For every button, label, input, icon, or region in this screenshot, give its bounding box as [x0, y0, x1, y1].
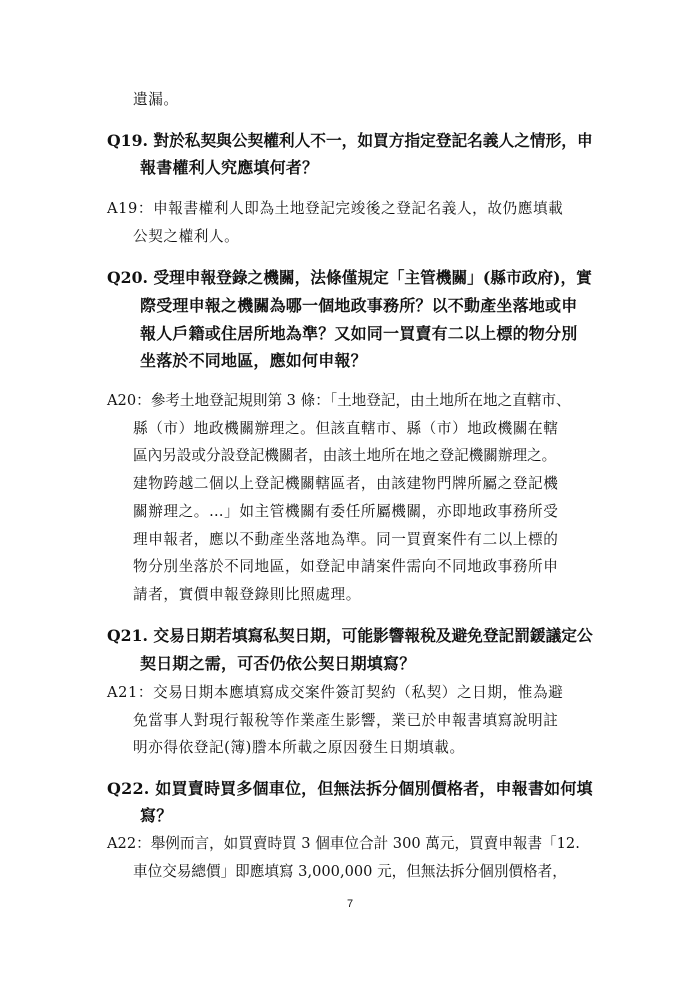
question-22-line-2: 寫？ — [140, 806, 173, 825]
answer-20-line-6: 理申報者，應以不動產坐落地為準。同一買賣案件有二以上標的 — [133, 531, 559, 548]
answer-19-line-1: A19：申報書權利人即為土地登記完竣後之登記名義人，故仍應填載 — [107, 200, 564, 217]
question-19-line-2: 報書權利人究應填何者？ — [140, 158, 319, 177]
answer-21-line-2: 免當事人對現行報稅等作業產生影響，業已於申報書填寫說明註 — [133, 712, 559, 729]
answer-20-line-2: 縣（市）地政機關辦理之。但該直轄市、縣（市）地政機關在轄 — [133, 420, 559, 437]
question-20-line-4: 坐落於不同地區，應如何申報？ — [140, 351, 367, 370]
answer-20-line-3: 區內另設或分設登記機關者，由該土地所在地之登記機關辦理之。 — [133, 447, 557, 464]
question-21-line-1: Q21. 交易日期若填寫私契日期，可能影響報稅及避免登記罰鍰議定公 — [107, 626, 593, 645]
answer-20-line-5: 關辦理之。…」如主管機關有委任所屬機關，亦即地政事務所受 — [133, 503, 559, 520]
page-number: 7 — [346, 898, 354, 910]
question-22-line-1: Q22. 如買賣時買多個車位，但無法拆分個別價格者，申報書如何填 — [107, 779, 593, 798]
answer-22-line-1: A22：舉例而言，如買賣時買 3 個車位合計 300 萬元，買賣申報書「12. — [107, 835, 580, 852]
answer-20-line-7: 物分別坐落於不同地區，如登記申請案件需向不同地政事務所申 — [133, 558, 559, 575]
continuation-text: 遺漏。 — [133, 91, 179, 108]
answer-21-line-3: 明亦得依登記(簿)謄本所載之原因發生日期填載。 — [133, 739, 465, 756]
answer-21-line-1: A21：交易日期本應填寫成交案件簽訂契約（私契）之日期，惟為避 — [107, 684, 564, 701]
answer-20-line-8: 請者，實價申報登錄則比照處理。 — [133, 586, 361, 603]
answer-20-line-1: A20：參考土地登記規則第 3 條：「土地登記，由土地所在地之直轄市、 — [107, 392, 571, 409]
question-21-line-2: 契日期之需，可否仍依公契日期填寫？ — [140, 654, 416, 673]
question-20-line-1: Q20. 受理申報登錄之機關，法條僅規定「主管機關」(縣市政府)，實 — [107, 268, 592, 287]
answer-22-line-2: 車位交易總價」即應填寫 3,000,000 元，但無法拆分個別價格者， — [133, 863, 567, 880]
question-19-line-1: Q19. 對於私契與公契權利人不一，如買方指定登記名義人之情形，申 — [107, 131, 593, 150]
question-20-line-2: 際受理申報之機關為哪一個地政事務所？以不動產坐落地或申 — [140, 296, 578, 315]
answer-19-line-2: 公契之權利人。 — [133, 228, 240, 245]
answer-20-line-4: 建物跨越二個以上登記機關轄區者，由該建物門牌所屬之登記機 — [133, 475, 559, 492]
question-20-line-3: 報人戶籍或住居所地為準？又如同一買賣有二以上標的物分別 — [140, 324, 578, 343]
